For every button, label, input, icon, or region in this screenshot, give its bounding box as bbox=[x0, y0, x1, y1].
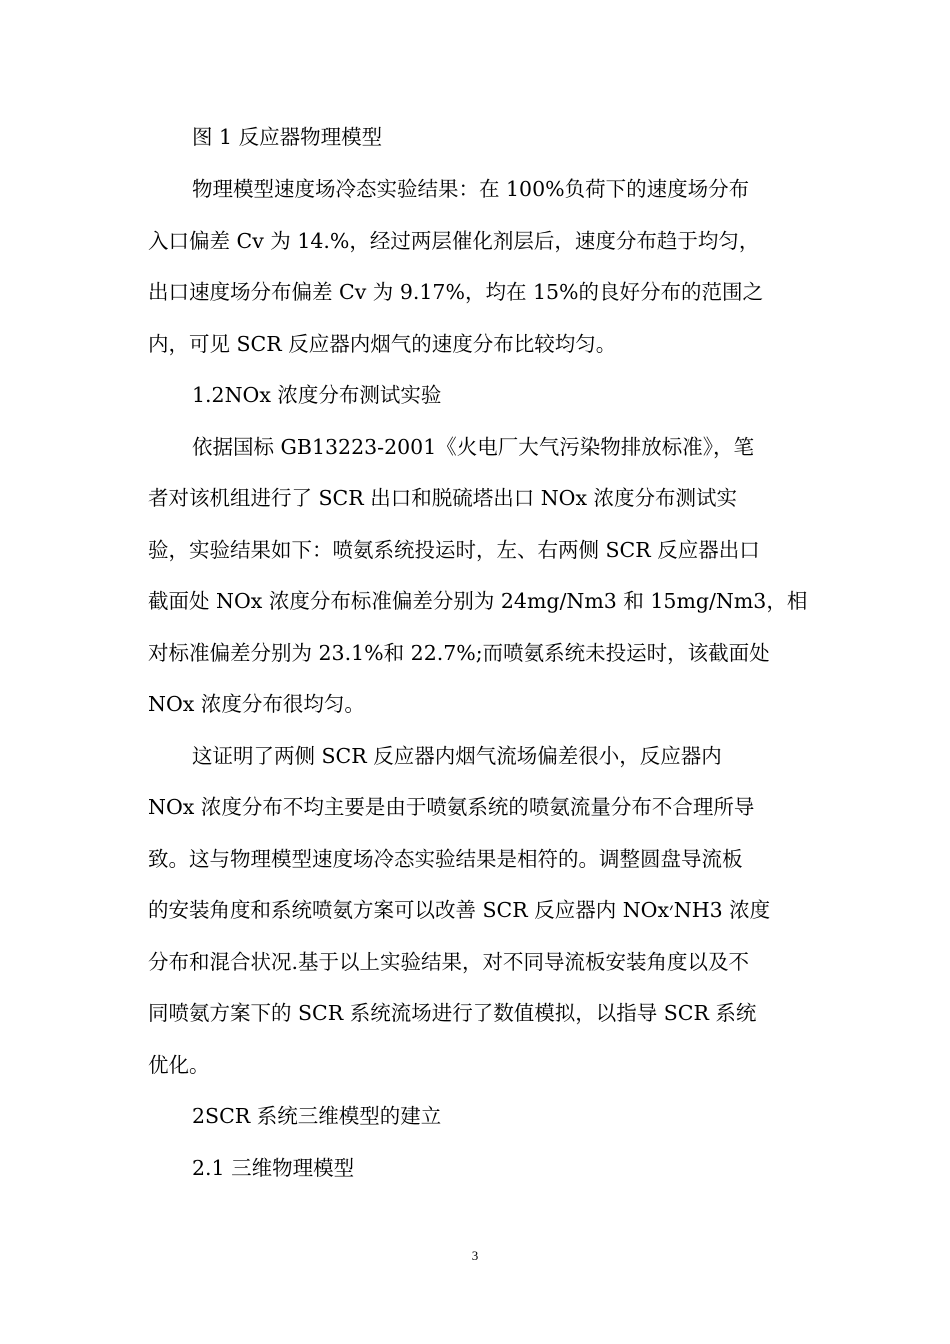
paragraph-line: 入口偏差 Cv 为 14.%，经过两层催化剂层后，速度分布趋于均匀， bbox=[148, 229, 760, 253]
paragraph-line: NOx 浓度分布不均主要是由于喷氨系统的喷氨流量分布不合理所导 bbox=[148, 795, 755, 819]
paragraph-line: NOx 浓度分布很均匀。 bbox=[148, 692, 365, 716]
paragraph-line: 分布和混合状况.基于以上实验结果，对不同导流板安装角度以及不 bbox=[148, 950, 750, 974]
section-heading-1-2: 1.2NOx 浓度分布测试实验 bbox=[192, 383, 442, 407]
paragraph-line: 致。这与物理模型速度场冷态实验结果是相符的。调整圆盘导流板 bbox=[148, 847, 743, 871]
section-heading-2: 2SCR 系统三维模型的建立 bbox=[192, 1104, 442, 1128]
paragraph-line: 验，实验结果如下：喷氨系统投运时，左、右两侧 SCR 反应器出口 bbox=[148, 538, 760, 562]
paragraph-line: 同喷氨方案下的 SCR 系统流场进行了数值模拟，以指导 SCR 系统 bbox=[148, 1001, 757, 1025]
paragraph-line: 的安装角度和系统喷氨方案可以改善 SCR 反应器内 NOx׳NH3 浓度 bbox=[148, 898, 771, 922]
paragraph-line: 内，可见 SCR 反应器内烟气的速度分布比较均匀。 bbox=[148, 332, 617, 356]
paragraph-line: 物理模型速度场冷态实验结果：在 100%负荷下的速度场分布 bbox=[192, 177, 750, 201]
paragraph-line: 者对该机组进行了 SCR 出口和脱硫塔出口 NOx 浓度分布测试实 bbox=[148, 486, 738, 510]
paragraph-line: 依据国标 GB13223-2001《火电厂大气污染物排放标准》，笔 bbox=[192, 435, 755, 459]
section-heading-2-1: 2.1 三维物理模型 bbox=[192, 1156, 355, 1180]
paragraph-line: 这证明了两侧 SCR 反应器内烟气流场偏差很小，反应器内 bbox=[192, 744, 722, 768]
paragraph-line: 优化。 bbox=[148, 1053, 210, 1077]
page-number: 3 bbox=[471, 1248, 479, 1263]
paragraph-line: 出口速度场分布偏差 Cv 为 9.17%，均在 15%的良好分布的范围之 bbox=[148, 280, 764, 304]
paragraph-line: 截面处 NOx 浓度分布标准偏差分别为 24mg/Nm3 和 15mg/Nm3，相 bbox=[148, 589, 808, 613]
paragraph-line: 对标准偏差分别为 23.1%和 22.7%;而喷氨系统未投运时，该截面处 bbox=[148, 641, 770, 665]
figure-caption: 图 1 反应器物理模型 bbox=[192, 125, 383, 149]
